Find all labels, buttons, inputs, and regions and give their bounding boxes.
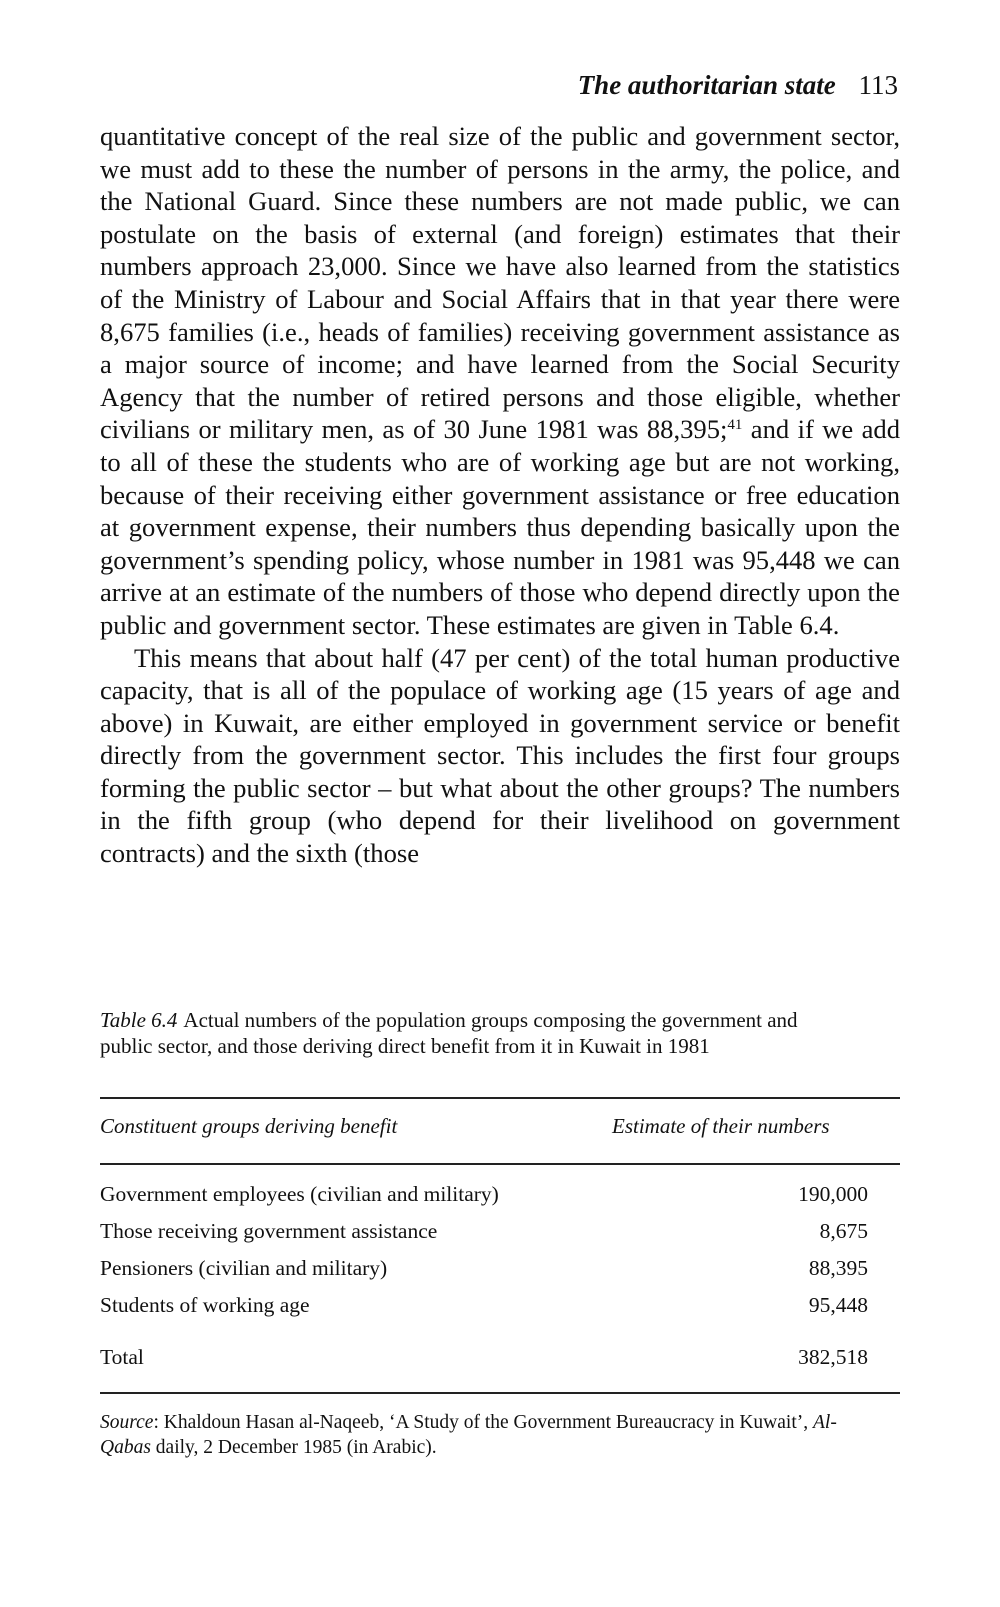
paragraph-1-text-a: quantitative concept of the real size of the public and government sector, we must add to these the number of persons in the army, the police, and the National Guard. Since these numbers are not made public, we can postulate on the basis of external (and foreign) estimates that their numbers approach 23,000. Since we have also learned from the statistics of the Ministry of Labour and Social Affairs that in that year there were 8,675 families (i.e., heads of families) receiving government assistance as a major source of income; and have learned from the Social Security Agency that the number of retired persons and those eligible, whether civilians or military men, as of 30 June 1981 was 88,395; — [100, 121, 900, 445]
source-label: Source — [100, 1412, 154, 1433]
table-label: Table 6.4 — [100, 1008, 178, 1032]
table-source-note — [100, 1410, 860, 1460]
total-value: 382,518 — [798, 1345, 868, 1369]
source-text-b: daily, 2 December 1985 (in Arabic). — [150, 1437, 437, 1458]
table-row — [100, 1180, 900, 1217]
table-header-rule — [100, 1163, 900, 1165]
running-head — [578, 68, 898, 102]
table-row — [100, 1217, 900, 1254]
table-row — [100, 1291, 900, 1328]
row-group: Students of working age — [100, 1293, 310, 1317]
paragraph-2: This means that about half (47 per cent) of the total human productive capacity, that is all of the populace of working age (15 years of age and above) in Kuwait, are either employed in government service or benefit directly from the government sector. This includes the first four groups forming the public sector – but what about the other groups? The numbers in the fifth group (who depend for their livelihood on government contracts) and the sixth (those — [100, 642, 900, 869]
body-text — [100, 120, 900, 870]
table-caption-text: Actual numbers of the population groups composing the government and public sector, and those deriving direct benefit from it in Kuwait in 1981 — [100, 1008, 798, 1058]
table-total-row — [100, 1343, 900, 1380]
row-estimate: 95,448 — [808, 1293, 868, 1317]
column-header-estimates: Estimate of their numbers — [612, 1114, 830, 1138]
table-body — [100, 1180, 900, 1380]
row-estimate: 8,675 — [819, 1219, 868, 1243]
paragraph-1-text-b: and if we add to all of these the students who are of working age but are not working, because of their receiving either government assistance or free education at government expense, their numbers thus depending basically upon the government’s spending policy, whose number in 1981 was 95,448 we can arrive at an estimate of the numbers of those who depend directly upon the public and government sector. These estimates are given in Table 6.4. — [100, 414, 900, 640]
page-number: 113 — [858, 70, 898, 100]
table-caption — [100, 1007, 840, 1059]
row-estimate: 190,000 — [798, 1182, 868, 1206]
source-text-a: : Khaldoun Hasan al-Naqeeb, ‘A Study of the Government Bureaucracy in Kuwait’, — [153, 1412, 813, 1433]
running-head-title: The authoritarian state — [577, 70, 836, 100]
table-row — [100, 1254, 900, 1291]
paragraph-1 — [100, 120, 900, 642]
footnote-reference: 41 — [727, 417, 743, 434]
row-group: Pensioners (civilian and military) — [100, 1256, 388, 1280]
row-group: Those receiving government assistance — [100, 1219, 438, 1243]
total-label: Total — [100, 1345, 144, 1369]
source-newspaper: Al-Qabas — [100, 1412, 837, 1458]
column-header-groups: Constituent groups deriving benefit — [100, 1114, 398, 1138]
row-group: Government employees (civilian and military) — [100, 1182, 499, 1206]
row-estimate: 88,395 — [808, 1256, 868, 1280]
table-bottom-rule — [100, 1392, 900, 1394]
table-top-rule — [100, 1097, 900, 1099]
